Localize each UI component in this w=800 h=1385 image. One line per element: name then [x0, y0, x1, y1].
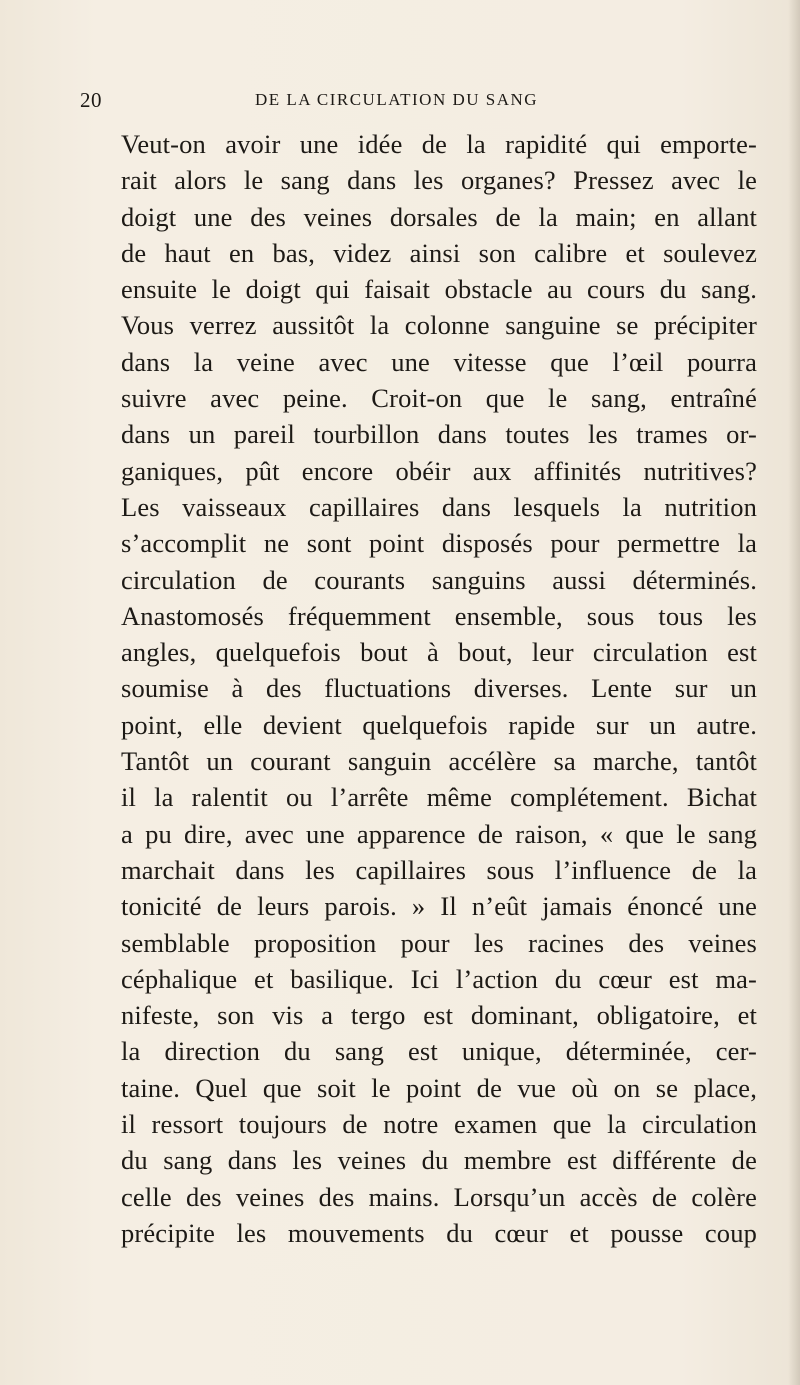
text-line: nifeste, son vis a tergo est dominant, obligatoire, et [121, 1000, 757, 1031]
text-line: ensuite le doigt qui faisait obstacle au cours du sang. [121, 274, 757, 305]
running-head: DE LA CIRCULATION DU SANG [255, 90, 539, 109]
text-line: circulation de courants sanguins aussi déterminés. [121, 564, 757, 595]
text-line: Veut-on avoir une idée de la rapidité qui emporte- [121, 129, 757, 159]
page-number: 20 [80, 88, 102, 112]
text-line: Anastomosés fréquemment ensemble, sous tous les [121, 600, 757, 631]
text-line: de haut en bas, videz ainsi son calibre et soulevez [121, 237, 757, 268]
page-edge-shadow [788, 0, 800, 1385]
body-text [121, 126, 757, 1251]
text-line: soumise à des fluctuations diverses. Lente sur un [121, 673, 757, 704]
text-line: Vous verrez aussitôt la colonne sanguine se précipiter [121, 310, 757, 341]
text-line: doigt une des veines dorsales de la main; en allant [121, 201, 757, 232]
text-line: dans un pareil tourbillon dans toutes les trames or- [121, 419, 757, 450]
text-line: il la ralentit ou l’arrête même complétement. Bichat [121, 782, 757, 813]
text-line: tonicité de leurs parois. » Il n’eût jamais énoncé une [121, 891, 757, 922]
text-line: ganiques, pût encore obéir aux affinités nutritives? [121, 455, 757, 486]
text-line: il ressort toujours de notre examen que la circulation [121, 1109, 757, 1140]
text-line: Tantôt un courant sanguin accélère sa marche, tantôt [121, 746, 757, 777]
text-line: a pu dire, avec une apparence de raison, « que le sang [121, 818, 757, 849]
text-line: rait alors le sang dans les organes? Pressez avec le [121, 165, 757, 196]
text-line: point, elle devient quelquefois rapide sur un autre. [121, 709, 757, 740]
text-line: celle des veines des mains. Lorsqu’un accès de colère [121, 1181, 757, 1212]
text-line: dans la veine avec une vitesse que l’œil pourra [121, 346, 757, 377]
text-line: angles, quelquefois bout à bout, leur circulation est [121, 637, 757, 668]
text-line: taine. Quel que soit le point de vue où on se place, [121, 1072, 757, 1103]
text-line: marchait dans les capillaires sous l’influence de la [121, 854, 757, 885]
text-line: semblable proposition pour les racines des veines [121, 927, 757, 958]
text-line: suivre avec peine. Croit-on que le sang, entraîné [121, 383, 757, 414]
text-line: du sang dans les veines du membre est différente de [121, 1145, 757, 1176]
text-line: la direction du sang est unique, déterminée, cer- [121, 1036, 757, 1067]
page-header [0, 88, 800, 118]
text-line: s’accomplit ne sont point disposés pour permettre la [121, 528, 757, 559]
text-line: céphalique et basilique. Ici l’action du cœur est ma- [121, 963, 757, 994]
text-line: Les vaisseaux capillaires dans lesquels la nutrition [121, 491, 757, 522]
text-line: précipite les mouvements du cœur et pousse coup [121, 1217, 757, 1248]
